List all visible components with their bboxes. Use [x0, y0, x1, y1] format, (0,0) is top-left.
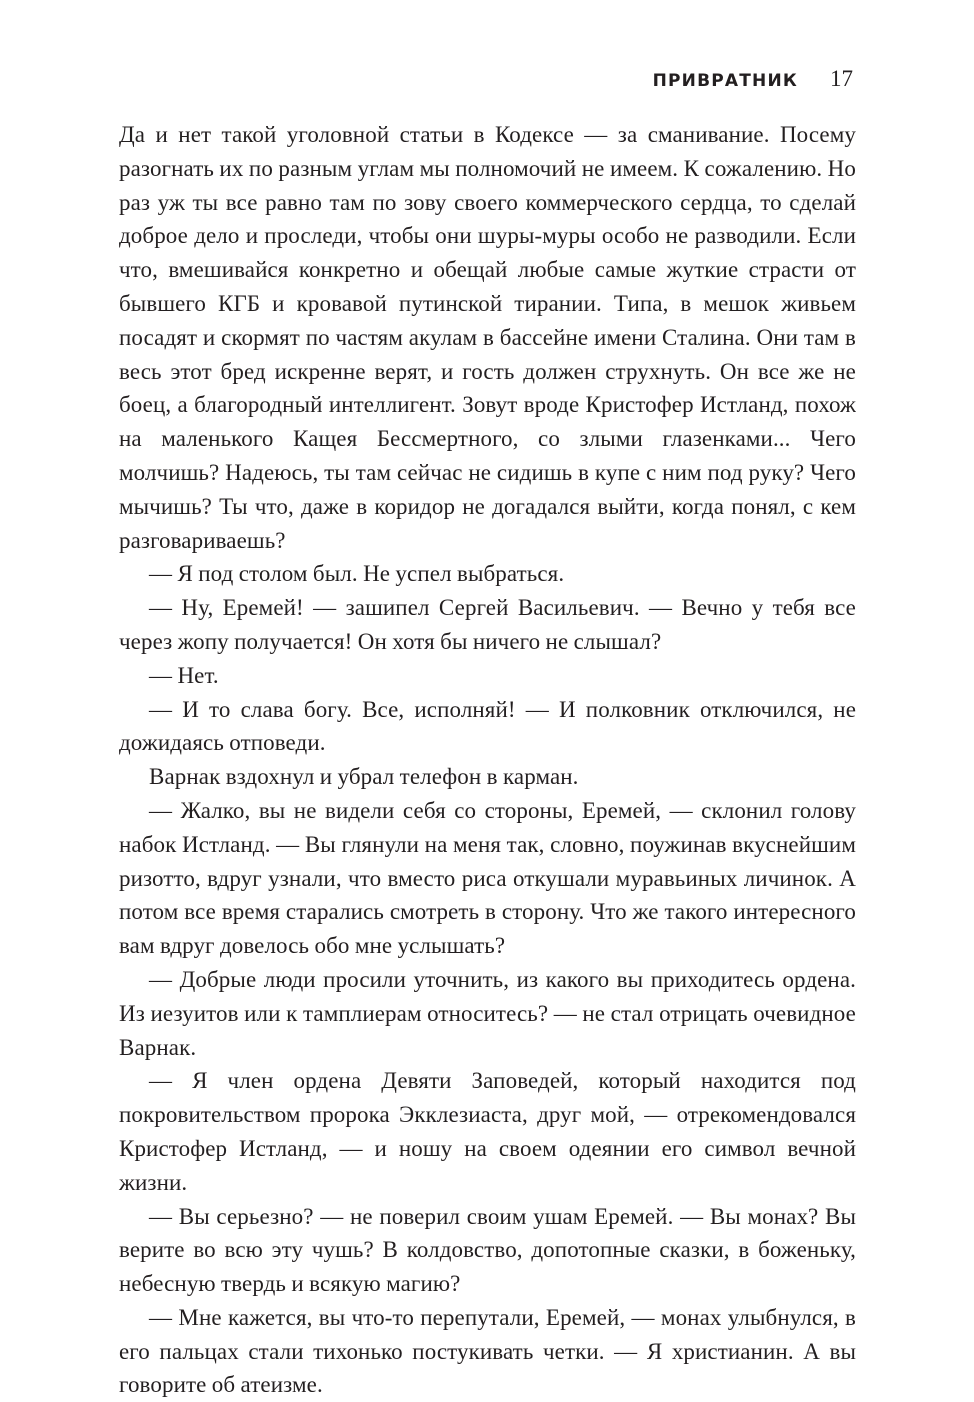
paragraph: — Вы серьезно? — не поверил своим ушам Еремей. — Вы монах? Вы верите во всю эту чушь? В колдовство, допотопные сказки, в боженьку, небесную твердь и всякую магию? [119, 1203, 856, 1297]
paragraph: — Я под столом был. Не успел выбраться. [149, 561, 565, 587]
paragraph: — Я член ордена Девяти Заповедей, который находится под покровительством пророка Экклезиаста, друг мой, — отрекомендовался Кристофер Истланд, — и ношу на своем одеянии его символ вечной жизни. [119, 1068, 856, 1195]
paragraph: — Мне кажется, вы что-то перепутали, Еремей, — монах улыбнулся, в его пальцах стали тихонько постукивать четки. — Я христианин. А вы говорите об атеизме. [119, 1304, 856, 1398]
chapter-title: ПРИВРАТНИК [652, 71, 798, 91]
paragraph: — И то слава богу. Все, исполняй! — И полковник отключился, не дожидаясь отповеди. [119, 696, 856, 756]
running-header [653, 66, 853, 92]
paragraph: Варнак вздохнул и убрал телефон в карман. [149, 764, 579, 790]
paragraph: — Ну, Еремей! — зашипел Сергей Васильевич. — Вечно у тебя все через жопу получается! Он хотя бы ничего не слышал? [119, 595, 856, 654]
paragraph: Да и нет такой уголовной статьи в Кодексе — за сманивание. Посему разогнать их по разным углам мы полномочий не имеем. К сожалению. Но раз уж ты все равно там по зову своего коммерческого сердца, то сделай доброе дело и проследи, чтобы они шуры-муры особо не разводили. Если что, вмешивайся конкретно и обещай любые самые жуткие страсти от бывшего КГБ и кровавой путинской тирании. Типа, в мешок живьем посадят и скормят по частям акулам в бассейне имени Сталина. Они там в весь этот бред искренне верят, и гость должен струхнуть. Он все же не боец, а благородный интеллигент. Зовут вроде Кристофер Истланд, похож на маленького Кащея Бессмертного, со злыми глазенками... Чего молчишь? Надеюсь, ты там сейчас не сидишь в купе с ним под руку? Чего мычишь? Ты что, даже в коридор не догадался выйти, когда понял, с кем разговариваешь? [119, 122, 856, 553]
paragraph: — Нет. [149, 662, 219, 688]
page-number: 17 [830, 66, 853, 91]
body-text [119, 118, 856, 1402]
paragraph: — Добрые люди просили уточнить, из какого вы приходитесь ордена. Из иезуитов или к тамплиерам относитесь? — не стал отрицать очевидное Варнак. [119, 966, 856, 1060]
paragraph: — Жалко, вы не видели себя со стороны, Еремей, — склонил голову набок Истланд. — Вы глянули на меня так, словно, поужинав вкуснейшим ризотто, вдруг узнали, что вместо риса откушали муравьиных личинок. А потом все время старались смотреть в сторону. Что же такого интересного вам вдруг довелось обо мне услышать? [119, 797, 856, 959]
